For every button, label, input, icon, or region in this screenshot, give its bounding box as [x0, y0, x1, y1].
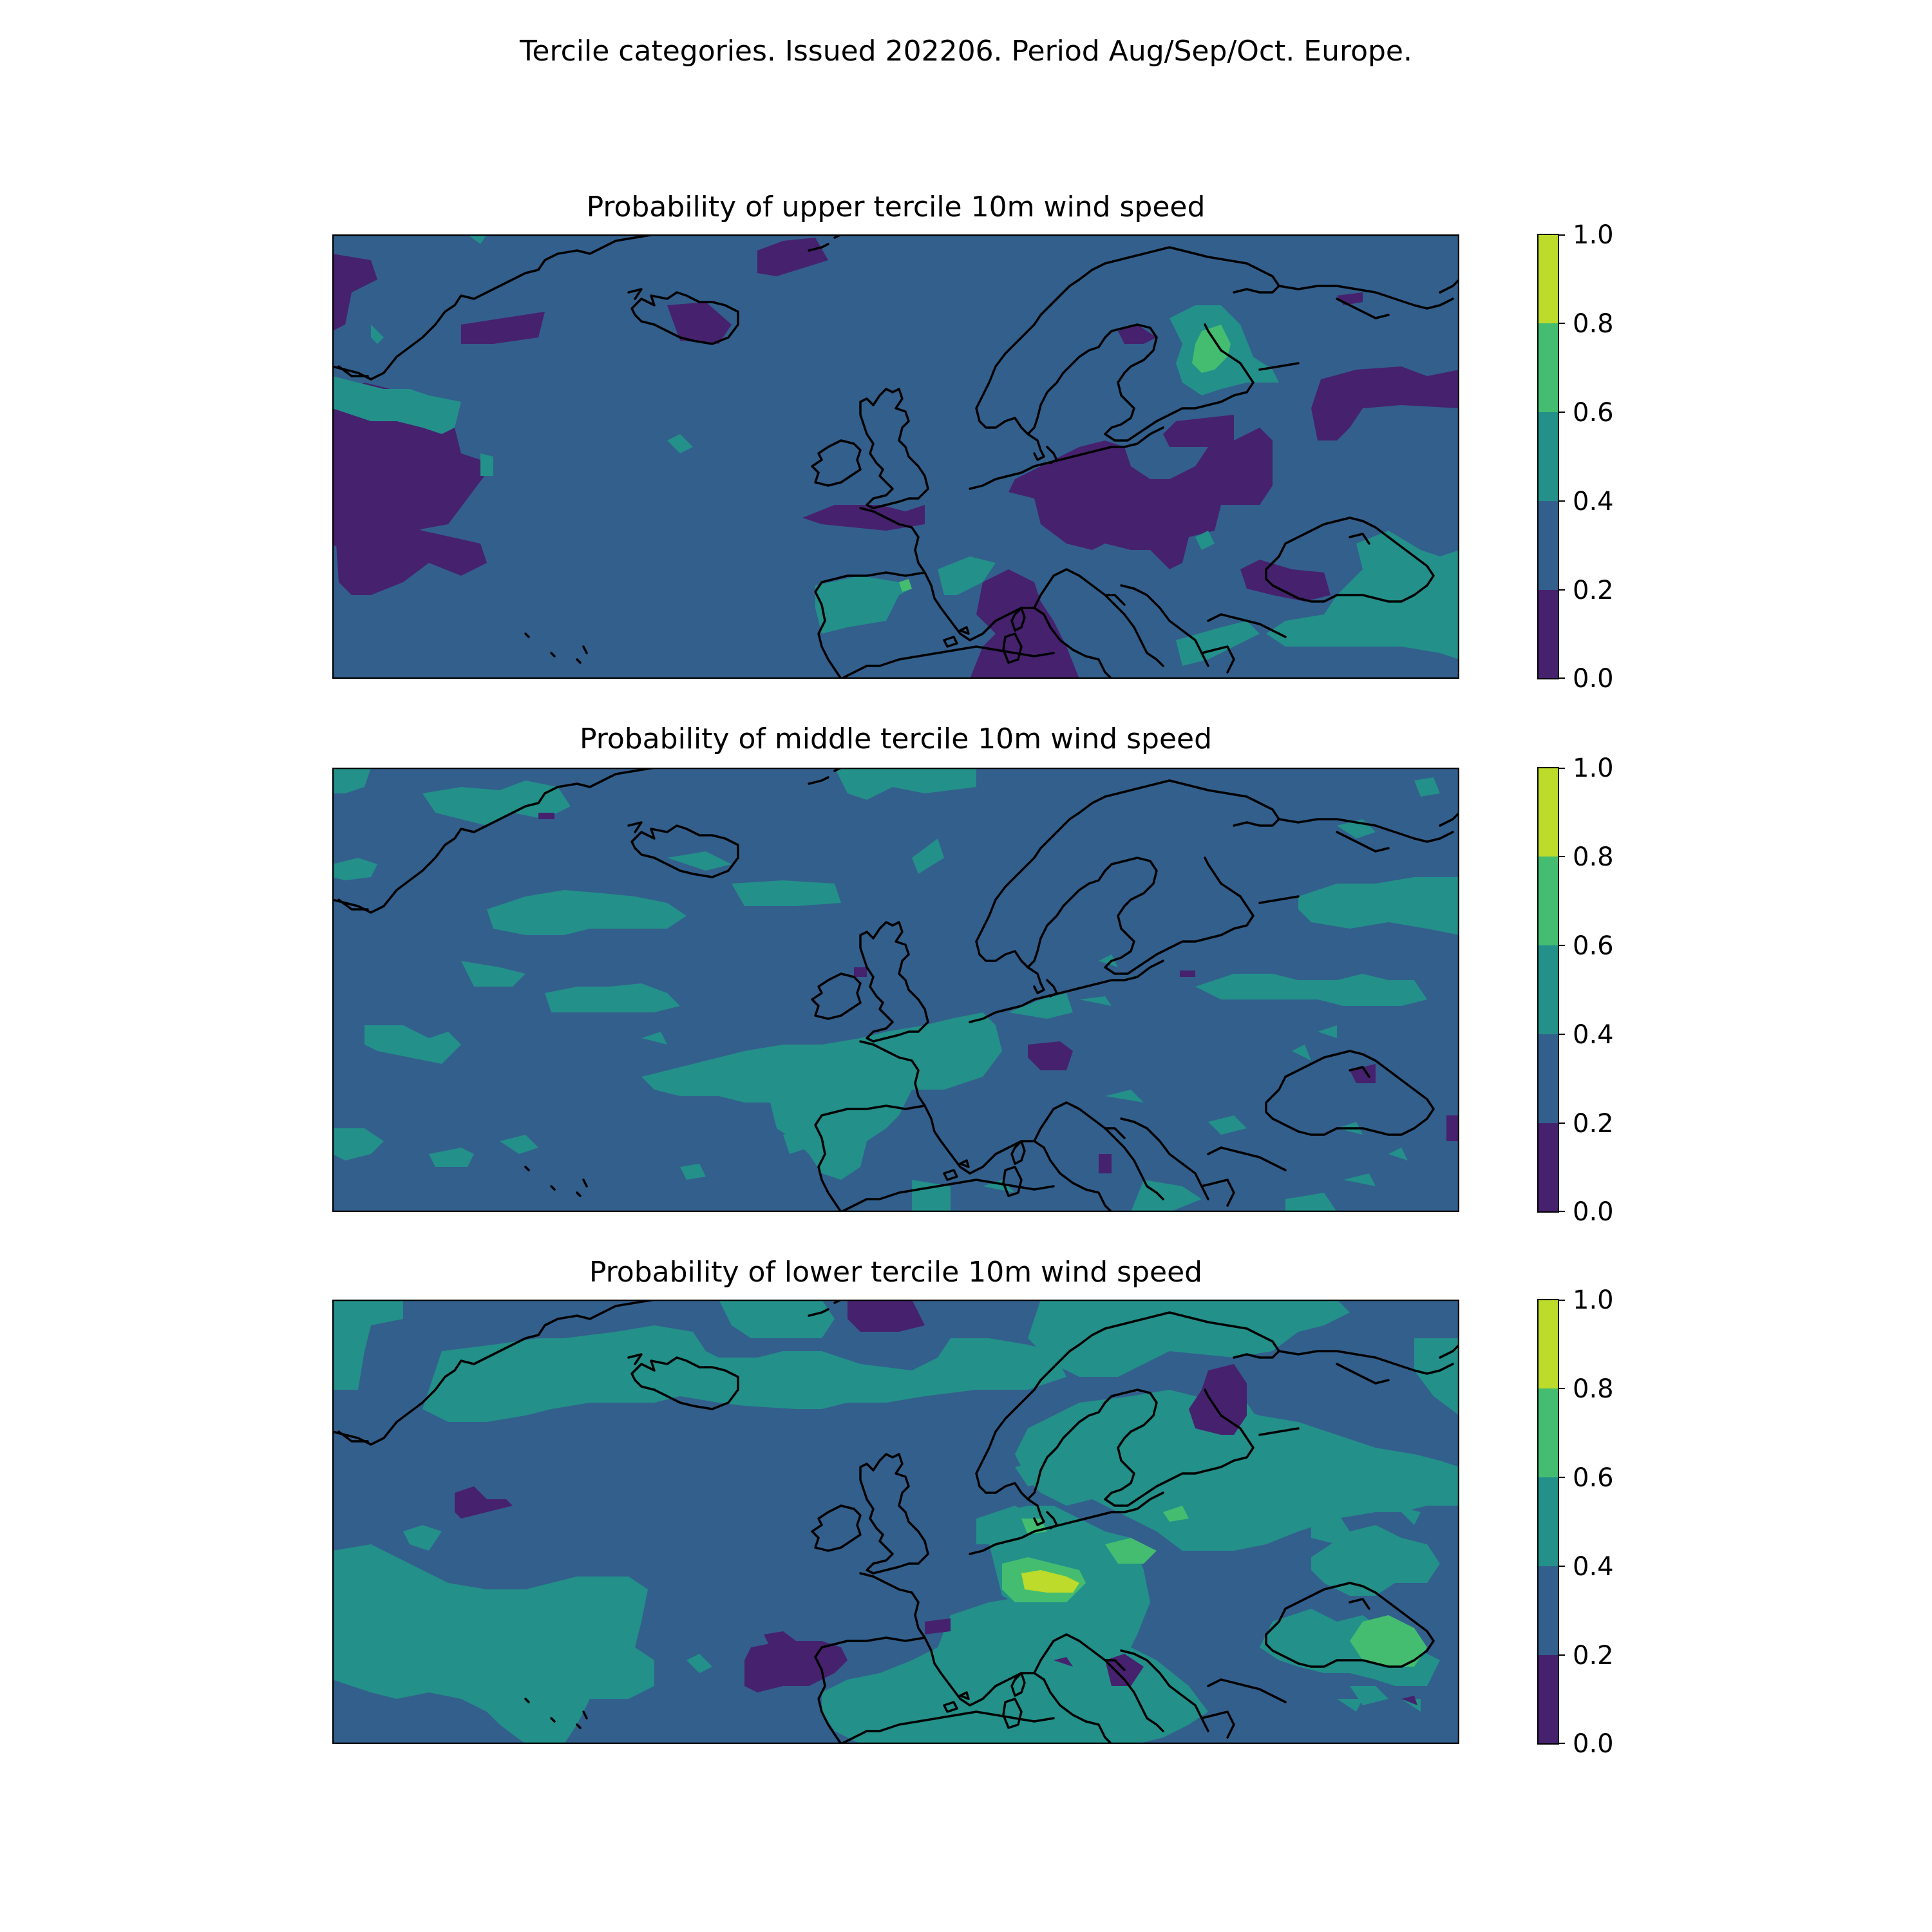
- colorbar-tick-label: 0.4: [1573, 487, 1614, 516]
- colorbar-tick-label: 0.2: [1573, 1109, 1614, 1139]
- colorbar-tick-label: 1.0: [1573, 1285, 1614, 1315]
- colorbar-segments: [1538, 1300, 1558, 1744]
- map-middle-tercile: [332, 768, 1459, 1212]
- colorbar-segments: [1538, 234, 1558, 679]
- colorbar-tick-label: 0.8: [1573, 309, 1614, 339]
- colorbar-tick-label: 0.6: [1573, 398, 1614, 428]
- colorbar-tick-label: 0.0: [1573, 1197, 1614, 1227]
- colorbar-upper: [1533, 220, 1636, 698]
- colorbar-tick-label: 1.0: [1573, 220, 1614, 250]
- colorbar-middle: [1533, 753, 1636, 1231]
- colorbar-ticks: [1558, 235, 1565, 678]
- panel-title-lower: Probability of lower tercile 10m wind speed: [589, 1256, 1203, 1289]
- panel-title-middle: Probability of middle tercile 10m wind speed: [579, 723, 1213, 755]
- colorbar-tick-label: 1.0: [1573, 753, 1614, 783]
- map-lower-tercile: [332, 1300, 1459, 1744]
- colorbar-tick-label: 0.4: [1573, 1552, 1614, 1582]
- colorbar-tick-label: 0.8: [1573, 1374, 1614, 1404]
- colorbar-ticks: [1558, 1300, 1565, 1743]
- panel-title-upper: Probability of upper tercile 10m wind speed: [586, 191, 1206, 223]
- colorbar-lower: [1533, 1285, 1636, 1763]
- colorbar-tick-label: 0.6: [1573, 1463, 1614, 1493]
- colorbar-ticks: [1558, 768, 1565, 1211]
- colorbar-tick-label: 0.0: [1573, 1729, 1614, 1759]
- map-background: [332, 234, 1459, 679]
- colorbar-tick-label: 0.4: [1573, 1020, 1614, 1050]
- colorbar-segments: [1538, 768, 1558, 1212]
- colorbar-tick-label: 0.8: [1573, 842, 1614, 872]
- colorbar-tick-label: 0.0: [1573, 664, 1614, 694]
- figure-suptitle: Tercile categories. Issued 202206. Period Aug/Sep/Oct. Europe.: [520, 35, 1412, 68]
- map-upper-tercile: [332, 234, 1459, 679]
- colorbar-tick-label: 0.2: [1573, 576, 1614, 605]
- colorbar-tick-label: 0.2: [1573, 1641, 1614, 1671]
- colorbar-tick-label: 0.6: [1573, 931, 1614, 961]
